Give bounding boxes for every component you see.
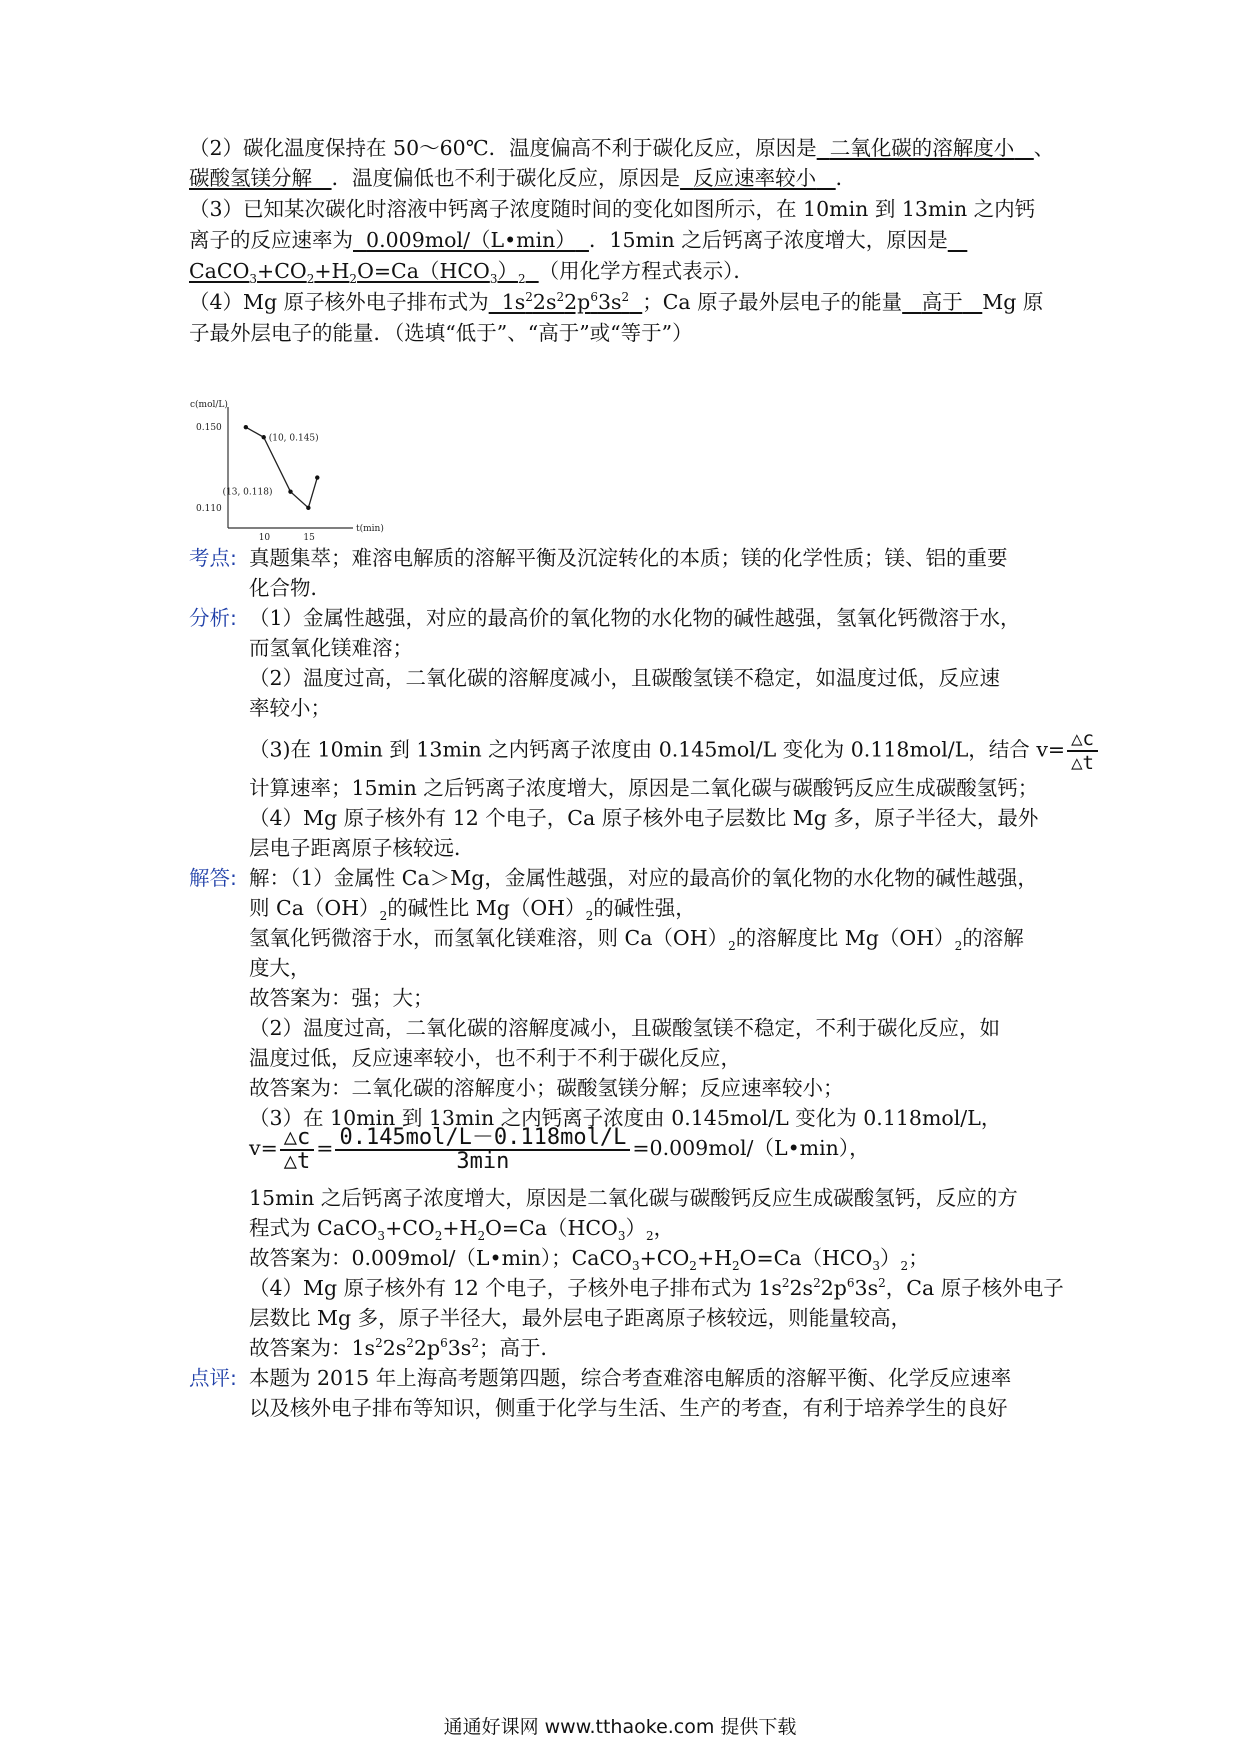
label-jieda: 解答: <box>189 866 237 890</box>
x-axis-label: t(min) <box>356 524 384 534</box>
fenxi-p1-l2: 而氢氧化镁难溶； <box>249 636 413 660</box>
q2-text: （2）碳化温度保持在 50～60℃．温度偏高不利于碳化反应，原因是 <box>189 136 817 160</box>
data-point <box>288 490 292 494</box>
kaodian-line-1: 真题集萃；难溶电解质的溶解平衡及沉淀转化的本质；镁的化学性质；镁、铝的重要 <box>249 546 1008 570</box>
jieda-l3: 氢氧化钙微溶于水，而氢氧化镁难溶，则 $Ca(OH)_2$的溶解度比 $Mg(OH)_2$的溶解 <box>249 926 1024 954</box>
fenxi-p2-l2: 率较小； <box>249 696 331 720</box>
y-tick-label: 0.110 <box>196 503 222 514</box>
jieda-l11: 程式为 $CaCO_3+CO_2+H_2O=Ca(HCO_3)_2$， <box>249 1216 675 1244</box>
data-annotation: (13, 0.118) <box>222 487 273 498</box>
jieda-l12: 故答案为：0.009mol/（L•min）；$CaCO_3+CO_2+H_2O=Ca(HCO_3)_2$； <box>249 1246 929 1274</box>
data-point <box>262 435 266 439</box>
q3-line-3: $CaCO_3+CO_2+H_2O=Ca(HCO_3)_2$ （用化学方程式表示）． <box>189 259 754 287</box>
fraction: $\frac{\triangle c}{\triangle t}$ <box>1067 728 1098 774</box>
jieda-l14: 层数比 Mg 多，原子半径大，最外层电子距离原子核较远，则能量较高， <box>249 1306 912 1330</box>
answer-blank: 0.009mol/（L•min） <box>366 228 576 252</box>
label-kaodian: 考点: <box>189 546 237 570</box>
jieda-l4: 度大， <box>249 956 311 980</box>
data-point <box>315 475 319 479</box>
x-tick-label: 15 <box>303 533 315 543</box>
answer-blank: 二氧化碳的溶解度小 <box>829 136 1015 160</box>
answer-blank: 高于 <box>921 290 963 314</box>
answer-blank: 碳酸氢镁分解 <box>189 166 312 190</box>
label-dianping: 点评: <box>189 1366 237 1390</box>
page-footer: 通通好课网 www.tthaoke.com 提供下载 <box>443 1716 797 1738</box>
jieda-l10: 15min 之后钙离子浓度增大，原因是二氧化碳与碳酸钙反应生成碳酸氢钙，反应的方 <box>249 1186 1018 1210</box>
label-fenxi: 分析: <box>189 606 237 630</box>
jieda-l5: 故答案为：强；大； <box>249 986 434 1010</box>
jieda-l2: 则 $Ca(OH)_2$的碱性比 $Mg(OH)_2$的碱性强， <box>249 896 696 924</box>
fenxi-p4-l2: 层电子距离原子核较远． <box>249 836 475 860</box>
answer-blank: 反应速率较小 <box>693 166 817 190</box>
kaodian-line-2: 化合物． <box>249 576 331 600</box>
q4-line-2: 子最外层电子的能量．（选填“低于”、“高于”或“等于”） <box>189 321 693 345</box>
jieda-l13: （4）Mg 原子核外有 12 个电子，子核外电子排布式为 $1s^22s^22p^63s^2$，Ca 原子核外电子 <box>249 1276 1064 1300</box>
fenxi-p2-l1: （2）温度过高，二氧化碳的溶解度减小，且碳酸氢镁不稳定，如温度过低，反应速 <box>249 666 1001 690</box>
jieda-l15: 故答案为：$1s^22s^22p^63s^2$；高于． <box>249 1336 561 1360</box>
q3-line-2: 离子的反应速率为 0.009mol/（L•min） ．15min 之后钙离子浓度增大，原因是 <box>189 228 948 252</box>
q2-line-2: 碳酸氢镁分解 ．温度偏低也不利于碳化反应，原因是 反应速率较小 ． <box>189 166 857 190</box>
concentration-time-chart <box>188 393 410 553</box>
data-point <box>244 425 248 429</box>
answer-blank: $CaCO_3+CO_2+H_2O=Ca(HCO_3)_2$ <box>189 259 526 287</box>
fenxi-p4-l1: （4）Mg 原子核外有 12 个电子，Ca 原子核外电子层数比 Mg 多，原子半径大，最外 <box>249 806 1039 830</box>
y-tick-label: 0.150 <box>196 423 222 434</box>
jieda-l6: （2）温度过高，二氧化碳的溶解度减小，且碳酸氢镁不稳定，不利于碳化反应，如 <box>249 1016 1001 1040</box>
q4-line-1: （4）Mg 原子核外电子排布式为 $1s^22s^22p^63s^2$ ；Ca 原子最外层电子的能量 高于 Mg 原 <box>189 290 1044 314</box>
q3-line-1: （3）已知某次碳化时溶液中钙离子浓度随时间的变化如图所示，在 10min 到 13min 之内钙 <box>189 197 1036 221</box>
fenxi-p3-l2: 计算速率；15min 之后钙离子浓度增大，原因是二氧化碳与碳酸钙反应生成碳酸氢钙； <box>249 776 1039 800</box>
data-point <box>306 506 310 510</box>
fraction: $\frac{\text{0.145mol/L－0.118mol/L}}{3\min}$ <box>335 1127 630 1173</box>
fenxi-p1-l1: （1）金属性越强，对应的最高价的氧化物的水化物的碱性越强，氢氧化钙微溶于水， <box>249 606 1021 630</box>
q2-line-1: （2）碳化温度保持在 50～60℃．温度偏高不利于碳化反应，原因是 二氧化碳的溶解度小 、 <box>189 136 1055 160</box>
jieda-l1: 解：（1）金属性 Ca＞Mg，金属性越强，对应的最高价的氧化物的水化物的碱性越强， <box>249 866 1038 890</box>
y-axis-label: c(mol/L) <box>190 400 228 410</box>
jieda-equation: v= $\frac{\triangle c}{\triangle t}$ = $\frac{\text{0.145mol/L－0.118mol/L}}{3\min}$ =0.009mol/（L•min）， <box>249 1124 870 1174</box>
answer-blank: $1s^22s^22p^63s^2$ <box>488 290 630 314</box>
x-tick-label: 10 <box>258 533 271 543</box>
fenxi-p3-l1: （3)在 10min 到 13min 之内钙离子浓度由 0.145mol/L 变化为 0.118mol/L，结合 v= $\frac{\triangle c}{\triangle t}$ <box>249 728 1069 774</box>
dianping-l2: 以及核外电子排布等知识，侧重于化学与生活、生产的考查，有利于培养学生的良好 <box>249 1396 1008 1420</box>
jieda-l8: 故答案为：二氧化碳的溶解度小；碳酸氢镁分解；反应速率较小； <box>249 1076 844 1100</box>
fraction: $\frac{\triangle c}{\triangle t}$ <box>280 1127 315 1173</box>
data-annotation: (10, 0.145) <box>268 433 319 444</box>
jieda-l7: 温度过低，反应速率较小，也不利于不利于碳化反应， <box>249 1046 741 1070</box>
jieda-l9: （3）在 10min 到 13min 之内钙离子浓度由 0.145mol/L 变化为 0.118mol/L， <box>249 1106 1002 1130</box>
dianping-l1: 本题为 2015 年上海高考题第四题，综合考查难溶电解质的溶解平衡、化学反应速率 <box>249 1366 1012 1390</box>
